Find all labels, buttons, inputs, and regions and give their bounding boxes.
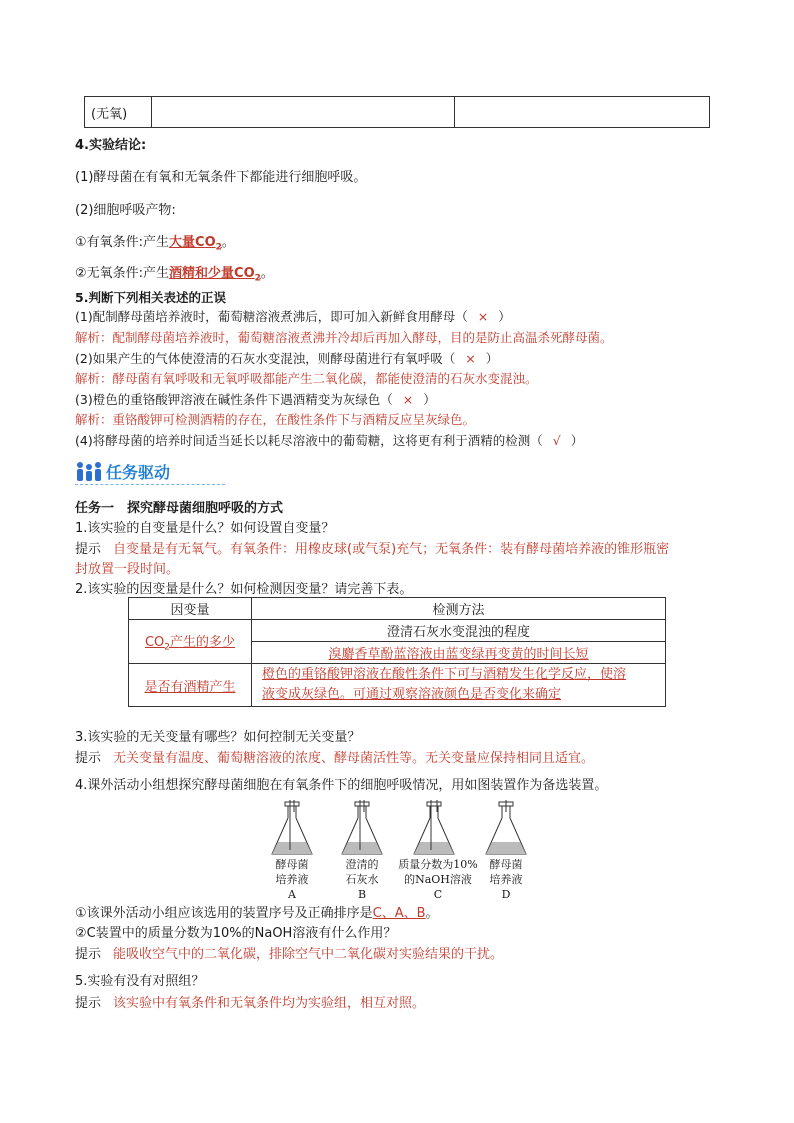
hint-label: 提示 (75, 996, 102, 1011)
aerobic-product-line (75, 231, 235, 253)
judge-item-3 (75, 390, 436, 408)
dv-row2-variable (129, 664, 252, 707)
flask-b-label (332, 857, 392, 902)
judge-item-1-question: (1)配制酵母菌培养液时，葡萄糖溶液煮沸后，即可加入新鲜食用酵母（ (75, 309, 468, 324)
flask-d-label-line-1: 酵母菌 (489, 858, 523, 871)
people-group-icon (75, 461, 103, 483)
question-2: 2.该实验的因变量是什么？如何检测因变量？请完善下表。 (75, 582, 413, 597)
flask-a-letter: A (288, 888, 296, 901)
aerobic-answer-text: 大量CO (169, 235, 216, 250)
judge-item-1-analysis: 解析：配制酵母菌培养液时，葡萄糖溶液煮沸并冷却后再加入酵母，目的是防止高温杀死酵母菌。 (75, 330, 613, 345)
dv-row1-method-2 (252, 642, 666, 664)
dv-row2-method (252, 664, 666, 707)
judge-item-2-mark: × (465, 351, 476, 366)
anaerobic-answer-text: 酒精和少量CO (169, 266, 255, 281)
flask-c-label-line-2: 的NaOH溶液 (404, 873, 472, 886)
flask-c-letter: C (433, 888, 443, 901)
top-table-cell-condition: (无氧) (85, 97, 152, 128)
flask-c-label-line-1: 质量分数为10% (398, 858, 478, 871)
flask-b-letter: B (357, 888, 367, 901)
judge-item-3-analysis: 解析：重铬酸钾可检测酒精的存在，在酸性条件下与酒精反应呈灰绿色。 (75, 412, 476, 427)
aerobic-answer (169, 235, 222, 253)
question-4-1-answer: C、A、B (372, 906, 426, 921)
judge-item-4-question: (4)将酵母菌的培养时间适当延长以耗尽溶液中的葡萄糖，这将更有利于酒精的检测（ (75, 433, 543, 448)
judge-item-1-mark: × (477, 309, 489, 324)
question-3: 3.该实验的无关变量有哪些？如何控制无关变量？ (75, 730, 361, 745)
dv-header-method: 检测方法 (252, 598, 666, 620)
dv-row1-method-2-text: 溴麝香草酚蓝溶液由蓝变绿再变黄的时间长短 (328, 647, 589, 662)
judge-item-4-mark: √ (552, 433, 561, 448)
question-4-1-prefix: ①该课外活动小组应该选用的装置序号及正确排序是 (75, 906, 373, 921)
dv-row1-variable-text (144, 634, 236, 653)
dv-header-variable: 因变量 (129, 598, 252, 620)
anaerobic-suffix: 。 (260, 266, 274, 281)
dv-row2-variable-text: 是否有酒精产生 (144, 679, 236, 695)
conclusion-heading: 4.实验结论: (75, 138, 147, 153)
question-4-2: ②C装置中的质量分数为10%的NaOH溶液有什么作用？ (75, 926, 397, 941)
hint-label: 提示 (75, 947, 102, 962)
judge-item-2 (75, 349, 498, 367)
conclusion-line-1: (1)酵母菌在有氧和无氧条件下都能进行细胞呼吸。 (75, 170, 367, 185)
question-1-hint-text: 自变量是有无氧气。有氧条件：用橡皮球(或气泵)充气；无氧条件：装有酵母菌培养液的锥形瓶密 (113, 542, 670, 557)
judge-item-2-analysis: 解析：酵母菌有氧呼吸和无氧呼吸都能产生二氧化碳，都能使澄清的石灰水变混浊。 (75, 371, 538, 386)
question-3-hint-text: 无关变量有温度、葡萄糖溶液的浓度、酵母菌活性等。无关变量应保持相同且适宜。 (113, 751, 595, 766)
judge-item-1 (75, 307, 511, 325)
question-4-2-hint (75, 943, 503, 962)
judge-item-2-question: (2)如果产生的气体使澄清的石灰水变混浊，则酵母菌进行有氧呼吸（ (75, 351, 456, 366)
judge-item-3-question: (3)橙色的重铬酸钾溶液在碱性条件下遇酒精变为灰绿色（ (75, 392, 393, 407)
task-section-title: 任务驱动 (106, 463, 171, 482)
flask-c-icon (414, 800, 454, 854)
flask-b-label-line-1: 澄清的 (345, 858, 379, 871)
judge-item-1-end: ） (498, 309, 511, 324)
flask-a-label-line-1: 酵母菌 (275, 858, 309, 871)
question-4-2-hint-text: 能吸收空气中的二氧化碳，排除空气中二氧化碳对实验结果的干扰。 (113, 947, 504, 962)
flask-a-label (262, 857, 322, 902)
dv-row2-method-line-1: 橙色的重铬酸钾溶液在酸性条件下可与酒精发生化学反应，使溶 (262, 667, 627, 682)
anaerobic-prefix: ②无氧条件:产生 (75, 266, 170, 281)
flask-b-icon (342, 800, 382, 854)
aerobic-answer-sub: 2 (215, 242, 222, 253)
flask-d-icon (486, 800, 526, 854)
dependent-variable-table (128, 597, 666, 707)
flask-c-label (388, 857, 488, 902)
judge-item-4-end: ） (570, 433, 584, 448)
aerobic-suffix: 。 (221, 235, 235, 250)
question-4-1-suffix: 。 (425, 906, 439, 921)
anaerobic-answer (169, 266, 261, 284)
flask-b-label-line-2: 石灰水 (345, 873, 379, 886)
question-5-hint-text: 该实验中有氧条件和无氧条件均为实验组，相互对照。 (113, 996, 426, 1011)
task-section-header (75, 460, 170, 483)
top-table-cell-empty-2 (455, 97, 710, 128)
question-5: 5.实验有没有对照组？ (75, 974, 205, 989)
dv-row1-var-suffix: 产生的多少 (170, 634, 236, 650)
conclusion-line-2: (2)细胞呼吸产物: (75, 203, 176, 218)
question-3-hint (75, 747, 594, 766)
flask-d-letter: D (501, 888, 511, 901)
judge-item-3-end: ） (423, 392, 436, 407)
judge-item-4 (75, 431, 583, 449)
task1-title: 任务一 探究酵母菌细胞呼吸的方式 (75, 501, 284, 516)
question-1-hint (75, 538, 669, 557)
anaerobic-product-line (75, 262, 274, 284)
title-divider (75, 484, 225, 485)
judge-item-2-end: ） (485, 351, 499, 366)
question-1-hint-line-2: 封放置一段时间。 (75, 562, 180, 577)
dv-row2-method-line-2: 液变成灰绿色。可通过观察溶液颜色是否变化来确定 (262, 687, 562, 702)
top-table (84, 96, 710, 128)
question-5-hint (75, 992, 425, 1011)
hint-label: 提示 (75, 542, 102, 557)
anaerobic-answer-sub: 2 (254, 273, 261, 284)
flask-a-label-line-2: 培养液 (275, 873, 309, 886)
hint-label: 提示 (75, 751, 102, 766)
judge-item-3-mark: × (402, 392, 414, 407)
question-4-1 (75, 902, 439, 921)
dv-row1-variable (129, 620, 252, 664)
question-1: 1.该实验的自变量是什么？如何设置自变量？ (75, 521, 335, 536)
dv-row1-var-sub: 2 (164, 642, 171, 653)
judge-heading: 5.判断下列相关表述的正误 (75, 290, 226, 305)
question-4: 4.课外活动小组想探究酵母菌细胞在有氧条件下的细胞呼吸情况，用如图装置作为备选装置。 (75, 778, 608, 793)
flask-diagram (268, 800, 538, 860)
dv-row1-var-prefix: CO (144, 634, 165, 650)
top-table-cell-empty-1 (152, 97, 455, 128)
flask-a-icon (272, 800, 312, 854)
flask-d-label-line-2: 培养液 (489, 873, 523, 886)
aerobic-prefix: ①有氧条件:产生 (75, 235, 170, 250)
flask-d-label (476, 857, 536, 902)
dv-row1-method-1: 澄清石灰水变混浊的程度 (252, 620, 666, 642)
